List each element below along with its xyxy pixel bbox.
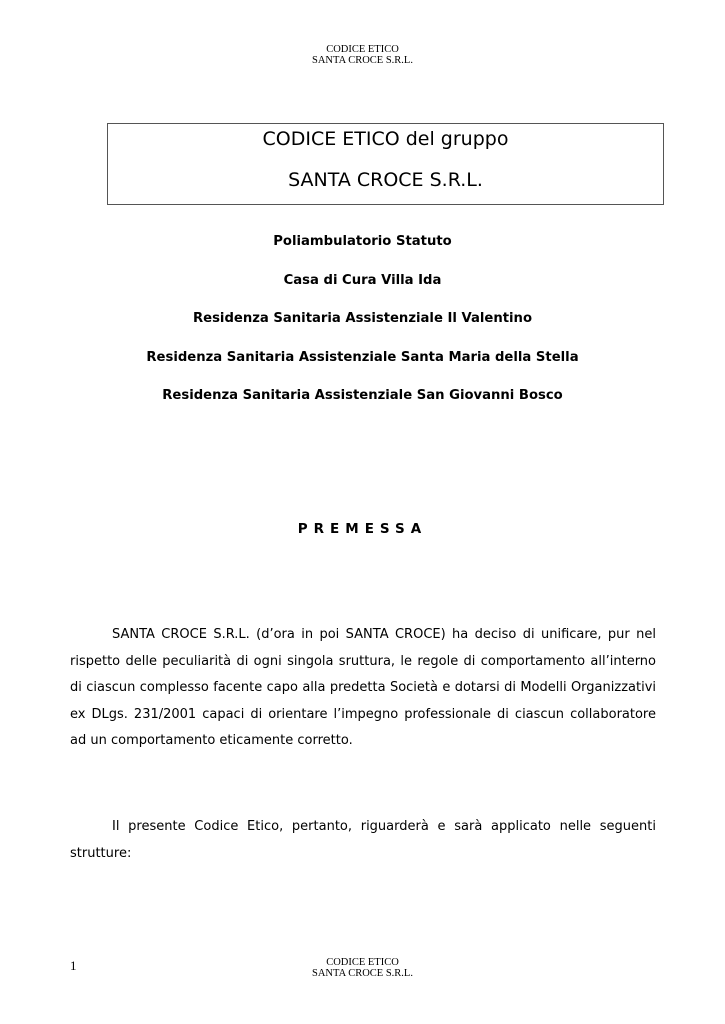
structure-item: Casa di Cura Villa Ida	[283, 272, 442, 288]
paragraph	[70, 814, 656, 867]
structure-item: Residenza Sanitaria Assistenziale Il Valentino	[192, 311, 533, 326]
structure-item: Residenza Sanitaria Assistenziale Santa Maria della Stella	[146, 349, 579, 365]
header-line-1: CODICE ETICO	[326, 44, 399, 55]
page-footer	[0, 957, 725, 979]
document-title-line-1: CODICE ETICO del gruppo	[262, 128, 509, 150]
title-box	[107, 123, 664, 205]
paragraph-text: Il presente Codice Etico, pertanto, riguarderà e sarà applicato nelle seguenti strutture:	[70, 819, 656, 861]
section-heading	[0, 521, 725, 537]
page-header	[0, 44, 725, 66]
paragraph-text: SANTA CROCE S.R.L. (d’ora in poi SANTA CROCE) ha deciso di unificare, pur nel rispetto delle peculiarità di ogni singola sruttura, le regole di comportamento all’interno di ciascun complesso facente capo alla predetta Società e dotarsi di Modelli Organizzativi ex DLgs. 231/2001 capaci di orientare l’impegno professionale di ciascun collaboratore ad un comportamento eticamente corretto.	[70, 627, 656, 749]
document-title-line-2: SANTA CROCE S.R.L.	[288, 169, 483, 191]
page-number: 1	[70, 958, 77, 973]
footer-line-1: CODICE ETICO	[326, 957, 399, 968]
structure-item: Residenza Sanitaria Assistenziale San Giovanni Bosco	[162, 388, 563, 403]
paragraph	[70, 622, 656, 755]
header-line-2: SANTA CROCE S.R.L.	[312, 55, 413, 66]
structure-item: Poliambulatorio Statuto	[273, 234, 452, 249]
structures-list	[0, 230, 725, 423]
section-heading-text: PREMESSA	[297, 521, 428, 537]
footer-line-2: SANTA CROCE S.R.L.	[312, 968, 413, 979]
